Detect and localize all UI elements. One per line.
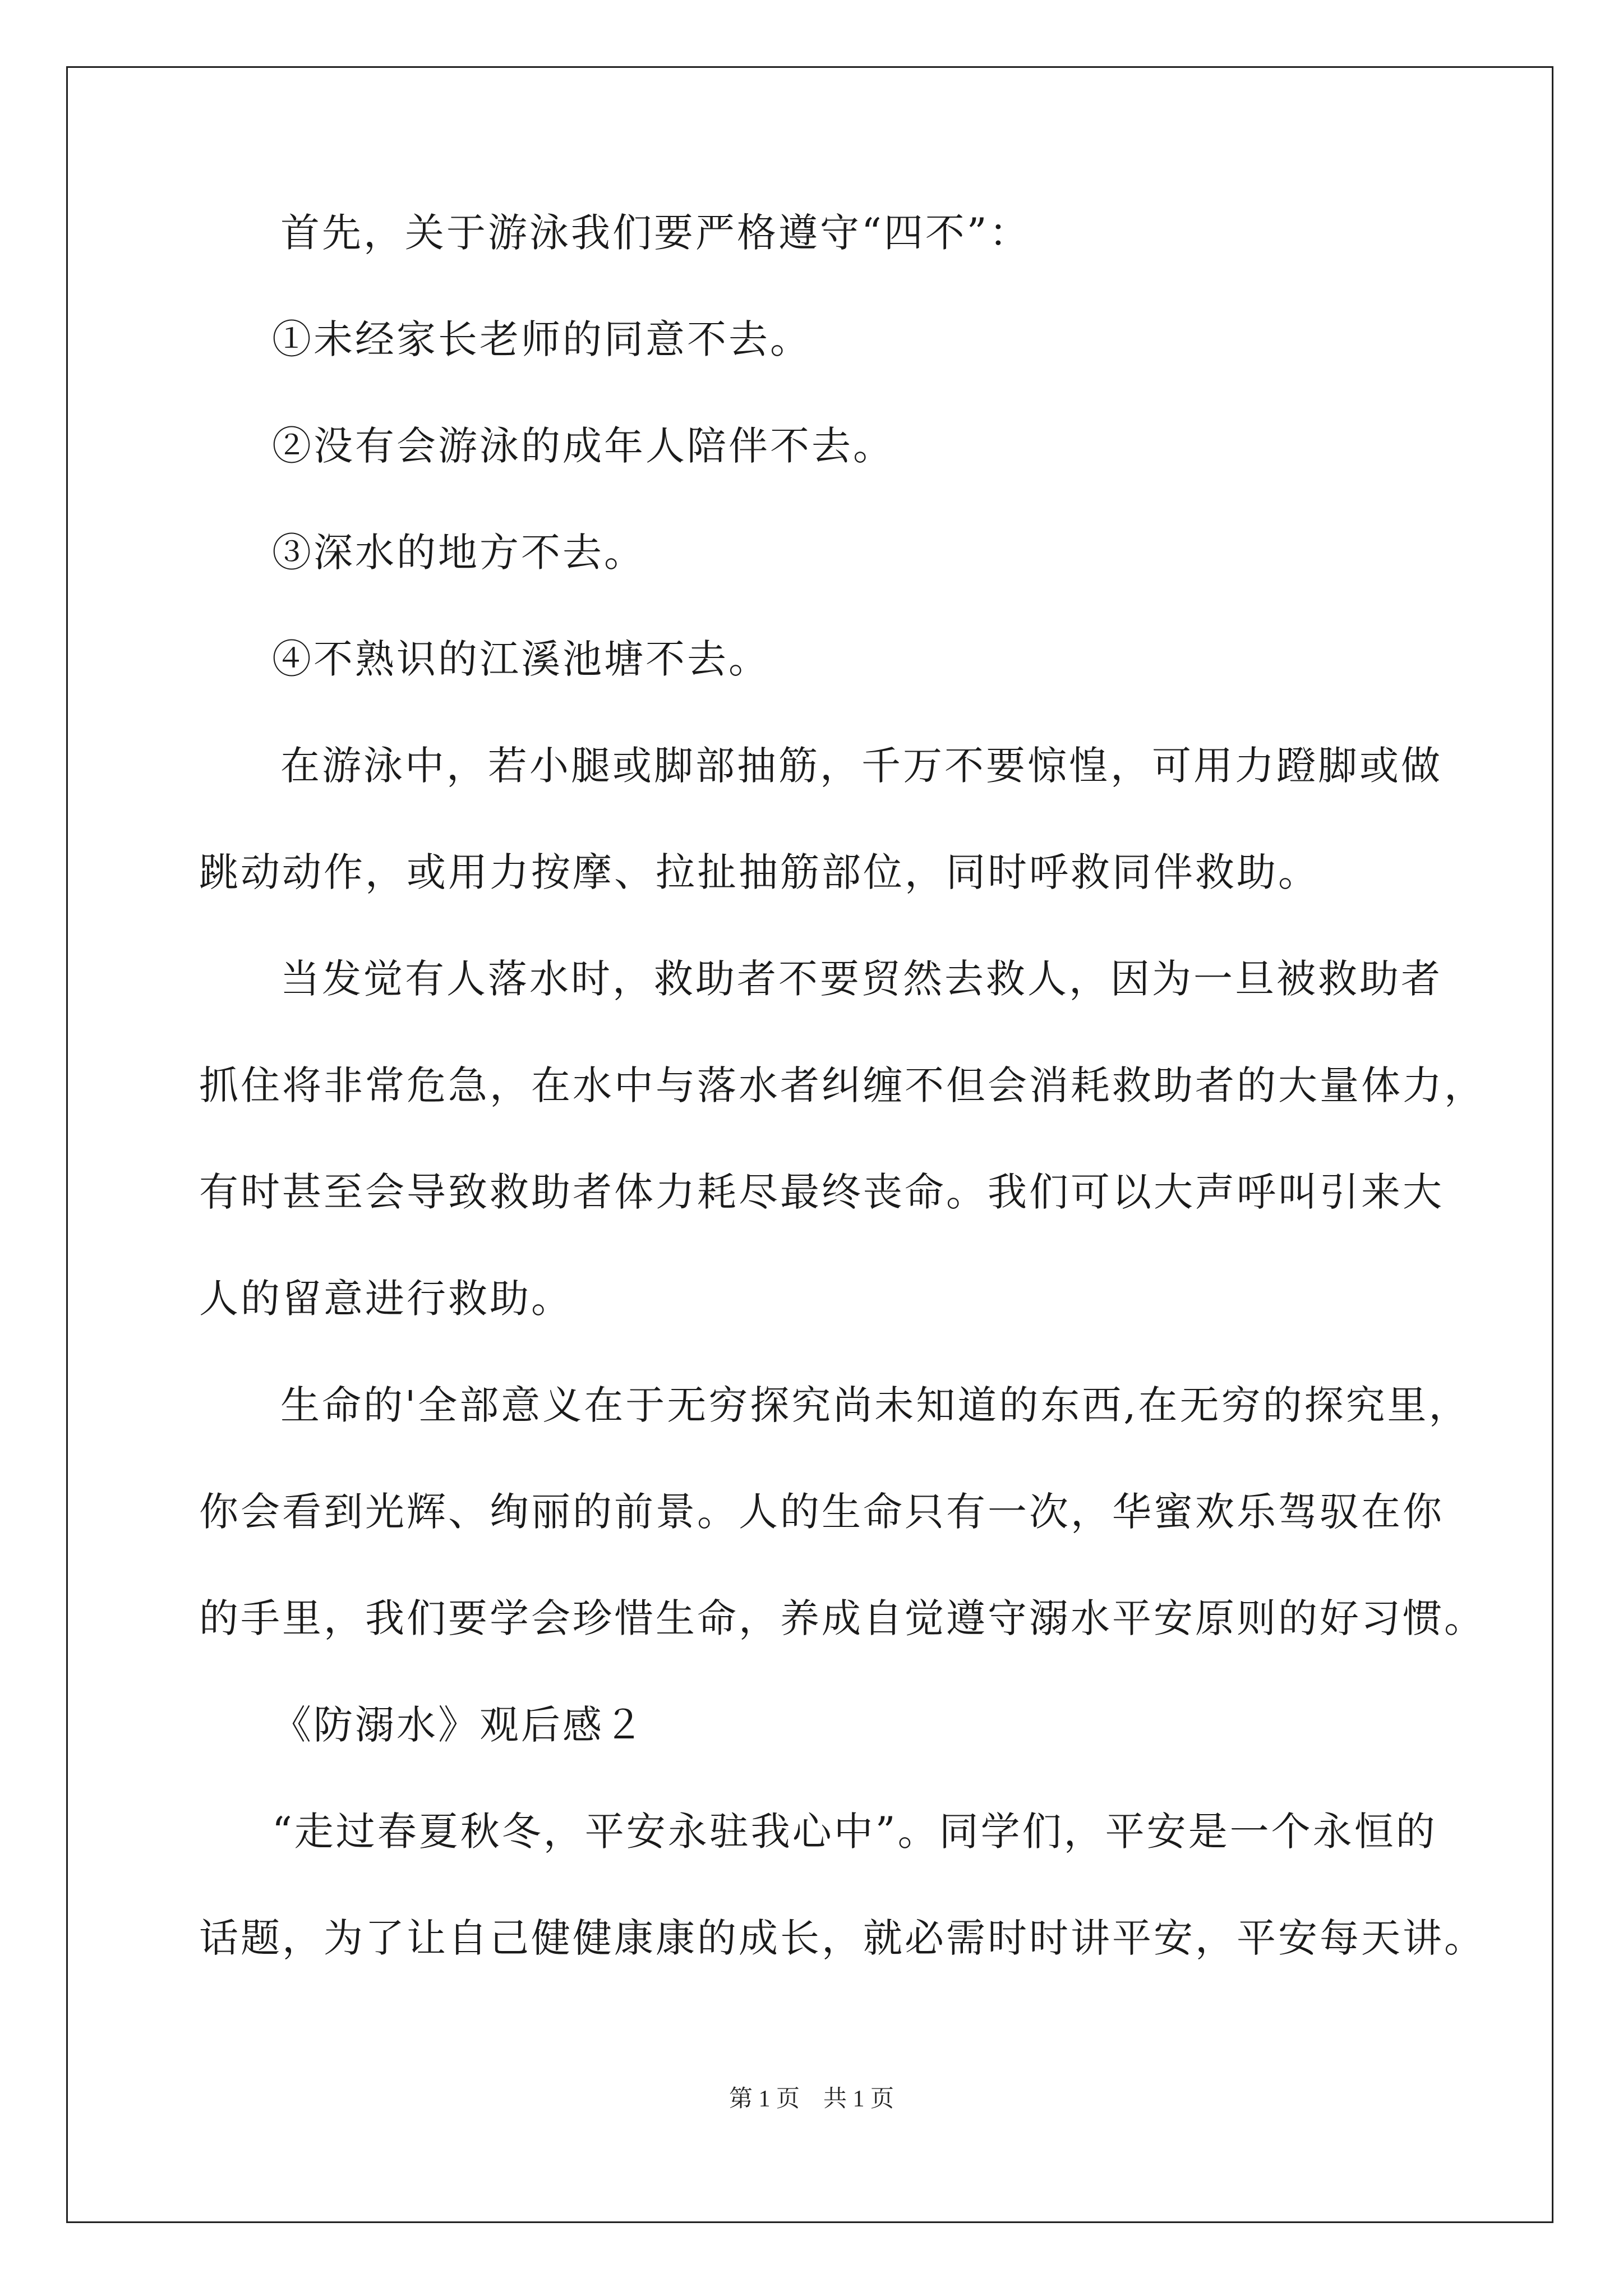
paragraph-line: 话题，为了让自己健健康康的成长，就必需时时讲平安，平安每天讲。 [199,1915,1486,1961]
paragraph-line: 当发觉有人落水时，救助者不要贸然去救人，因为一旦被救助者 [280,956,1442,1002]
paragraph-line: 有时甚至会导致救助者体力耗尽最终丧命。我们可以大声呼叫引来大 [199,1169,1444,1215]
paragraph-line: 抓住将非常危急，在水中与落水者纠缠不但会消耗救助者的大量体力， [199,1062,1486,1108]
section-heading: 《防溺水》观后感２ [272,1702,645,1748]
paragraph-line: ③深水的地方不去。 [272,530,645,576]
paragraph-line: 你会看到光辉、绚丽的前景。人的生命只有一次，华蜜欢乐驾驭在你 [199,1489,1444,1535]
paragraph-line: 人的留意进行救助。 [199,1276,573,1322]
page-border [66,66,1553,2223]
paragraph-line: ②没有会游泳的成年人陪伴不去。 [272,423,895,469]
paragraph-line: 生命的'全部意义在于无穷探究尚未知道的东西,在无穷的探究里， [280,1382,1470,1428]
paragraph-line: ①未经家长老师的同意不去。 [272,316,811,362]
paragraph-line: 首先，关于游泳我们要严格遵守“四不”： [280,210,1031,256]
paragraph-line: 跳动动作，或用力按摩、拉扯抽筋部位，同时呼救同伴救助。 [199,849,1320,895]
paragraph-line: 的手里，我们要学会珍惜生命，养成自觉遵守溺水平安原则的好习惯。 [199,1595,1486,1641]
paragraph-line: 在游泳中，若小腿或脚部抽筋，千万不要惊惶，可用力蹬脚或做 [280,743,1442,789]
paragraph-line: ④不熟识的江溪池塘不去。 [272,636,770,682]
paragraph-line: “走过春夏秋冬，平安永驻我心中”。同学们，平安是一个永恒的 [272,1809,1437,1855]
page-number-footer: 第 1 页 共 1 页 [728,2086,894,2112]
